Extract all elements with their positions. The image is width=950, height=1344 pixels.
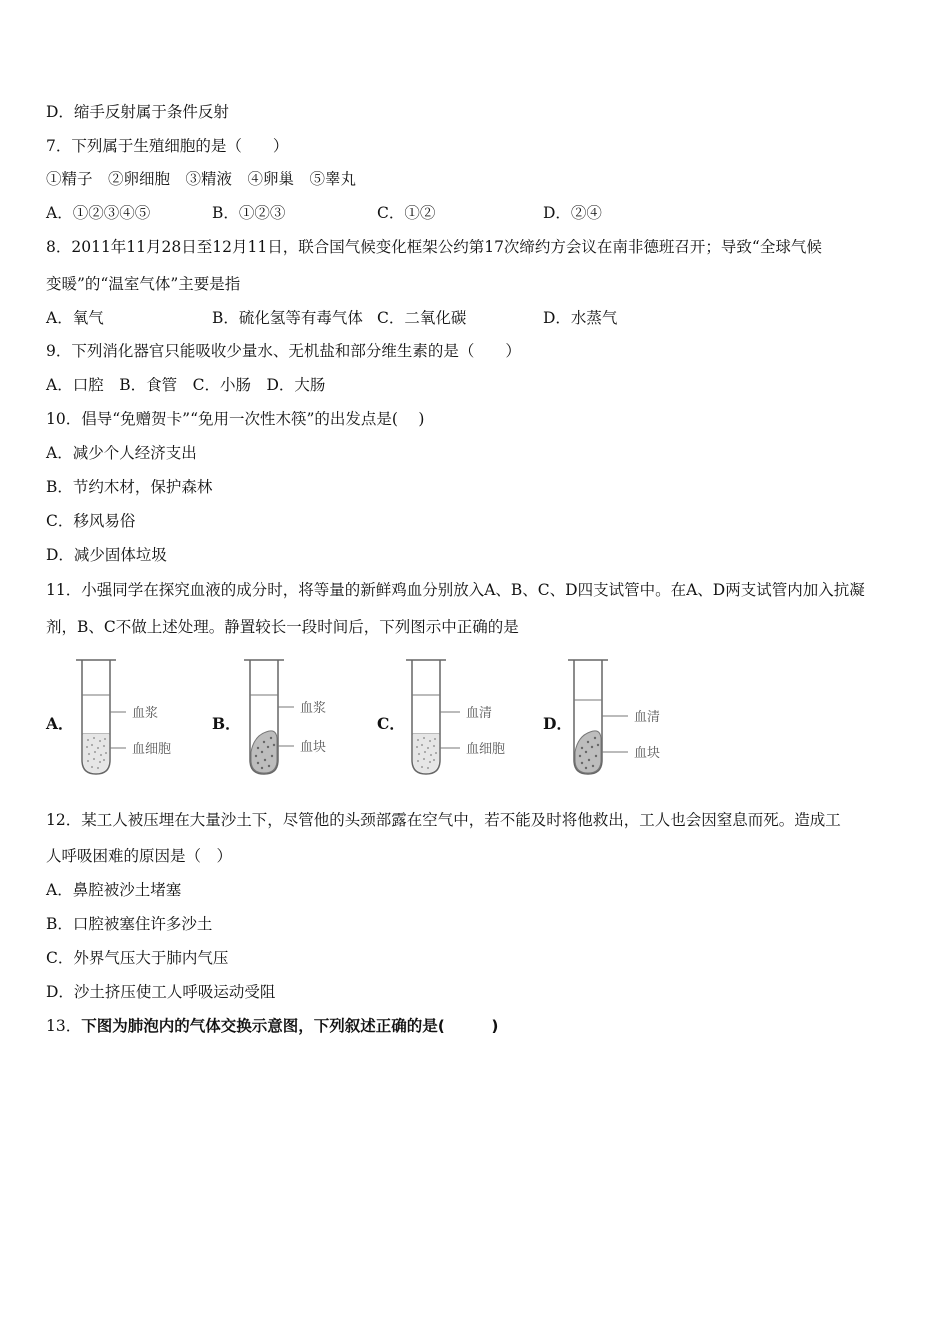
- q10-stem: 10．倡导“免赠贺卡”“免用一次性木筷”的出发点是( ): [46, 410, 425, 428]
- q8-stem-line2: 变暖”的“温室气体”主要是指: [46, 275, 241, 293]
- q11-tube-a-label: A．: [46, 714, 74, 733]
- q13-number: 13．: [46, 1017, 82, 1035]
- q9-options: A．口腔 B．食管 C．小肠 D．大肠: [46, 376, 326, 394]
- q11-tube-a-lower: 血细胞: [132, 742, 172, 757]
- q12-option-b: B．口腔被塞住许多沙土: [46, 915, 213, 933]
- q11-tube-b-label: B．: [212, 714, 241, 733]
- q11-tube-c-label: C．: [377, 714, 405, 733]
- q12-stem-line1: 12．某工人被压埋在大量沙土下，尽管他的头颈部露在空气中，若不能及时将他救出，工人也会因窒息而死。造成工: [46, 811, 841, 829]
- q7-option-d: D．②④: [543, 204, 602, 222]
- q11-tube-b-lower: 血块: [300, 740, 327, 755]
- q12-option-a: A．鼻腔被沙土堵塞: [46, 881, 182, 899]
- q11-tube-b-upper: 血浆: [300, 701, 327, 716]
- q12-stem-line2: 人呼吸困难的原因是（ ）: [46, 847, 233, 865]
- q7-option-b: B．①②③: [212, 204, 286, 222]
- q10-option-c: C．移风易俗: [46, 512, 136, 530]
- q12-option-d: D．沙土挤压使工人呼吸运动受阻: [46, 983, 276, 1001]
- q11-tube-b-figure: [238, 652, 388, 777]
- q11-tube-a-upper: 血浆: [132, 706, 159, 721]
- q11-stem-line2: 剂，B、C不做上述处理。静置较长一段时间后，下列图示中正确的是: [46, 618, 519, 636]
- q8-option-d: D．水蒸气: [543, 309, 618, 327]
- q7-stem: 7．下列属于生殖细胞的是（ ）: [46, 137, 289, 155]
- q11-tube-c-figure: [400, 652, 550, 777]
- q11-stem-line1: 11．小强同学在探究血液的成分时，将等量的新鲜鸡血分别放入A、B、C、D四支试管中。在A、D两支试管内加入抗凝: [46, 581, 865, 599]
- q8-stem-line1: 8．2011年11月28日至12月11日，联合国气候变化框架公约第17次缔约方会议在南非德班召开；导致“全球气候: [46, 238, 822, 256]
- q11-tube-d-upper: 血清: [634, 710, 661, 725]
- q11-tube-d-lower: 血块: [634, 746, 661, 761]
- q6-option-d: D．缩手反射属于条件反射: [46, 103, 229, 121]
- q12-option-c: C．外界气压大于肺内气压: [46, 949, 229, 967]
- q13-line: [46, 1016, 498, 1036]
- q7-option-c: C．①②: [377, 204, 436, 222]
- q11-tube-a-figure: [70, 652, 220, 777]
- q10-option-a: A．减少个人经济支出: [46, 444, 197, 462]
- q8-option-c: C．二氧化碳: [377, 309, 467, 327]
- q11-tube-d-figure: [562, 652, 712, 777]
- q13-stem: 下图为肺泡内的气体交换示意图，下列叙述正确的是( ): [81, 1017, 499, 1035]
- q7-option-a: A．①②③④⑤: [46, 204, 151, 222]
- q8-option-b: B．硫化氢等有毒气体: [212, 309, 363, 327]
- q10-option-b: B．节约木材，保护森林: [46, 478, 213, 496]
- q8-option-a: A．氧气: [46, 309, 104, 327]
- q11-tube-c-upper: 血清: [466, 706, 493, 721]
- q7-items: ①精子 ②卵细胞 ③精液 ④卵巢 ⑤睾丸: [46, 170, 357, 188]
- q10-option-d: D．减少固体垃圾: [46, 546, 167, 564]
- q11-tube-c-lower: 血细胞: [466, 742, 506, 757]
- q9-stem: 9．下列消化器官只能吸收少量水、无机盐和部分维生素的是（ ）: [46, 342, 521, 360]
- q11-tube-d-label: D．: [543, 714, 572, 733]
